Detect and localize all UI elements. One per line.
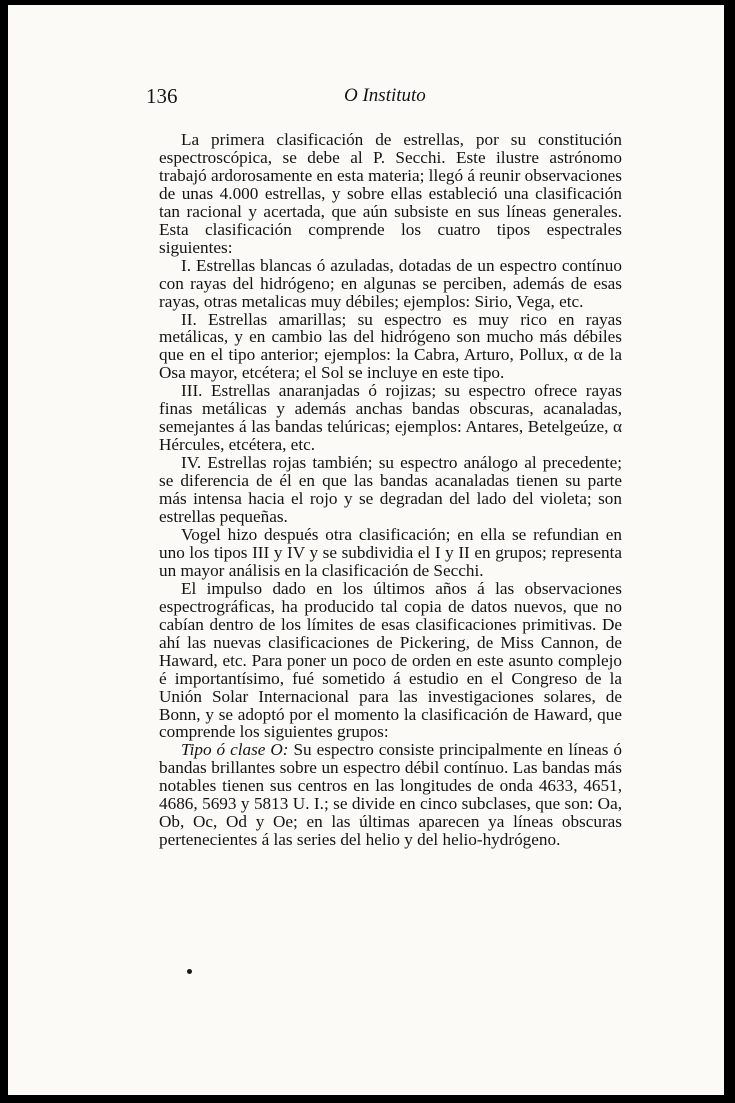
paragraph-vogel: Vogel hizo después otra clasificación; en ella se refundian en uno los tipos III y IV y se subdividia el I y II en grupos; representa un mayor análisis en la clasificación de Secchi. (159, 524, 622, 580)
class-o-text: Su espectro consiste principalmente en líneas ó bandas brillantes sobre un espectro débil contínuo. Las bandas más notables tienen sus centros en las longitudes de onda 4633, 4651, 4686, 5693 y 5813 U. I.; se divide en cinco subclases, que son: Oa, Ob, Oc, Od y Oe; en las últimas aparecen ya líneas obscuras pertenecientes á las series del helio y del helio-hydrógeno. (159, 740, 622, 850)
book-page (8, 5, 724, 1095)
ink-dot (187, 969, 192, 974)
paragraph-new-classifications: El impulso dado en los últimos años á las observaciones espectrográficas, ha producido tal copia de datos nuevos, que no cabían dentro de los límites de esas clasificaciones primitivas. De ahí las nuevas clasificaciones de Pickering, de Miss Cannon, de Haward, etc. Para poner un poco de orden en este asunto complejo é importantísimo, fué sometido á estudio en el Congreso de la Unión Solar Internacional para las investigaciones solares, de Bonn, y se adoptó por el momento la clasificación de Haward, que comprende los siguientes grupos: (159, 578, 622, 742)
paragraph-type-ii: II. Estrellas amarillas; su espectro es muy rico en rayas metálicas, y en cambio las del hidrógeno son mucho más débiles que en el tipo anterior; ejemplos: la Cabra, Arturo, Pollux, α de la Osa mayor, etcétera; el Sol se incluye en este tipo. (159, 309, 622, 383)
paragraph-class-o (159, 741, 622, 849)
page-header (8, 84, 724, 112)
paragraph-type-i: I. Estrellas blancas ó azuladas, dotadas de un espectro contínuo con rayas del hidrógeno; en algunas se perciben, además de esas rayas, otras metalicas muy débiles; ejemplos: Sirio, Vega, etc. (159, 255, 622, 311)
body-text (159, 131, 622, 849)
paragraph-type-iii: III. Estrellas anaranjadas ó rojizas; su espectro ofrece rayas finas metálicas y además anchas bandas obscuras, acanaladas, semejantes á las bandas telúricas; ejemplos: Antares, Betelgeúze, α Hércules, etcétera, etc. (159, 381, 622, 455)
paragraph-type-iv: IV. Estrellas rojas también; su espectro análogo al precedente; se diferencia de él en que las bandas acanaladas tienen su parte más intensa hacia el rojo y se degradan del lado del violeta; son estrellas pequeñas. (159, 453, 622, 527)
running-title: O Instituto (344, 85, 426, 106)
paragraph-intro: La primera clasificación de estrellas, por su constitución espectroscópica, se debe al P. Secchi. Este ilustre astrónomo trabajó ardorosamente en esta materia; llegó á reunir observaciones de unas 4.000 estrellas, y sobre ellas estableció una clasificación tan racional y acertada, que aún subsiste en sus líneas generales. Esta clasificación comprende los cuatro tipos espectrales siguientes: (159, 130, 622, 257)
page-number: 136 (146, 84, 178, 108)
class-o-lead: Tipo ó clase O: (181, 740, 289, 760)
